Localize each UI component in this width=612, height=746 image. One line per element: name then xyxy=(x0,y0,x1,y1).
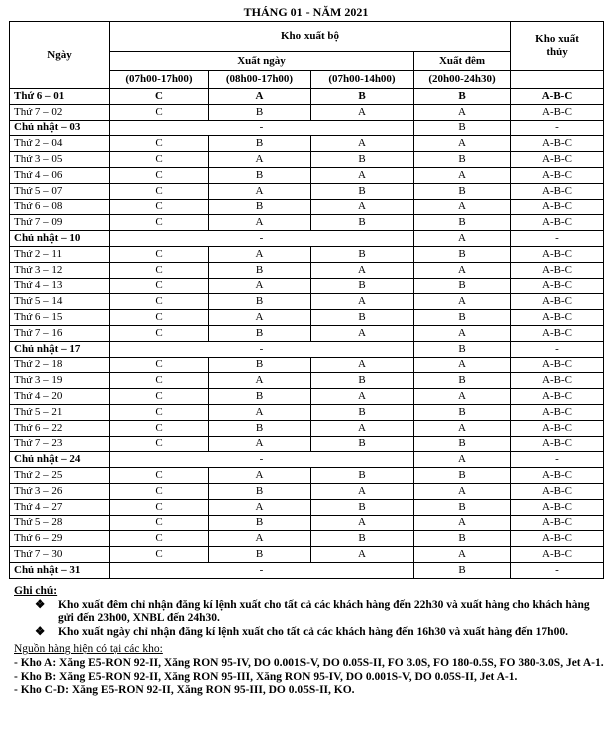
xuat-dem-cell: B xyxy=(414,404,511,420)
time2-cell: B xyxy=(209,515,311,531)
page-title: THÁNG 01 - NĂM 2021 xyxy=(243,5,369,19)
time1-cell: C xyxy=(110,89,209,105)
day-cell: Thứ 4 – 27 xyxy=(10,499,110,515)
time1-cell: C xyxy=(110,389,209,405)
kho-xuat-thuy-cell: A-B-C xyxy=(511,373,604,389)
header-time-1: (07h00-17h00) xyxy=(110,71,209,89)
time3-cell: B xyxy=(311,468,414,484)
day-cell: Thứ 2 – 11 xyxy=(10,246,110,262)
time2-cell: A xyxy=(209,89,311,105)
kho-xuat-thuy-cell: A-B-C xyxy=(511,404,604,420)
table-row xyxy=(10,199,604,215)
kho-xuat-thuy-cell: A-B-C xyxy=(511,278,604,294)
day-cell: Chủ nhật – 03 xyxy=(10,120,110,136)
time3-cell: B xyxy=(311,183,414,199)
xuat-dem-cell: A xyxy=(414,483,511,499)
xuat-dem-cell: A xyxy=(414,262,511,278)
kho-xuat-thuy-cell: - xyxy=(511,120,604,136)
time1-cell: C xyxy=(110,183,209,199)
day-cell: Thứ 3 – 12 xyxy=(10,262,110,278)
time1-cell: C xyxy=(110,357,209,373)
day-cell: Thứ 5 – 14 xyxy=(10,294,110,310)
notes-label: Ghi chú: xyxy=(14,585,58,597)
day-cell: Thứ 5 – 07 xyxy=(10,183,110,199)
day-cell: Thứ 6 – 08 xyxy=(10,199,110,215)
time2-cell: A xyxy=(209,531,311,547)
day-cell: Thứ 3 – 05 xyxy=(10,152,110,168)
kho-xuat-thuy-cell: - xyxy=(511,562,604,578)
source-line-kho-a: - Kho A: Xăng E5-RON 92-II, Xăng RON 95-IV, DO 0.001S-V, DO 0.05S-II, FO 3.0S, FO 180-0.5S, FO 380-3.0S, Jet A-1. xyxy=(14,656,604,669)
time3-cell: B xyxy=(311,499,414,515)
header-xuat-ngay: Xuất ngày xyxy=(110,52,414,71)
xuat-ngay-cell: - xyxy=(110,120,414,136)
table-row xyxy=(10,120,604,136)
time2-cell: A xyxy=(209,499,311,515)
time3-cell: A xyxy=(311,357,414,373)
header-thuy-blank xyxy=(511,71,604,89)
time2-cell: B xyxy=(209,547,311,563)
day-cell: Chủ nhật – 24 xyxy=(10,452,110,468)
table-row xyxy=(10,452,604,468)
time2-cell: B xyxy=(209,325,311,341)
day-cell: Thứ 4 – 06 xyxy=(10,167,110,183)
time3-cell: A xyxy=(311,262,414,278)
table-row xyxy=(10,562,604,578)
xuat-dem-cell: B xyxy=(414,278,511,294)
xuat-dem-cell: A xyxy=(414,167,511,183)
time2-cell: B xyxy=(209,483,311,499)
time3-cell: A xyxy=(311,136,414,152)
time2-cell: B xyxy=(209,104,311,120)
diamond-arrow-bullet-icon: ❖ xyxy=(35,598,46,611)
header-xuat-dem: Xuất đêm xyxy=(414,52,511,71)
time3-cell: A xyxy=(311,294,414,310)
time2-cell: B xyxy=(209,294,311,310)
time1-cell: C xyxy=(110,515,209,531)
xuat-dem-cell: B xyxy=(414,436,511,452)
time2-cell: B xyxy=(209,167,311,183)
time1-cell: C xyxy=(110,262,209,278)
time3-cell: A xyxy=(311,167,414,183)
day-cell: Thứ 2 – 18 xyxy=(10,357,110,373)
time3-cell: B xyxy=(311,373,414,389)
time2-cell: A xyxy=(209,215,311,231)
day-cell: Thứ 6 – 01 xyxy=(10,89,110,105)
time3-cell: A xyxy=(311,420,414,436)
day-cell: Thứ 5 – 21 xyxy=(10,404,110,420)
time3-cell: A xyxy=(311,515,414,531)
time1-cell: C xyxy=(110,373,209,389)
table-row xyxy=(10,373,604,389)
xuat-dem-cell: B xyxy=(414,183,511,199)
time1-cell: C xyxy=(110,199,209,215)
xuat-dem-cell: B xyxy=(414,531,511,547)
time3-cell: A xyxy=(311,483,414,499)
table-row xyxy=(10,499,604,515)
table-row xyxy=(10,215,604,231)
time1-cell: C xyxy=(110,404,209,420)
header-kho-xuat-thuy-label: Kho xuất thủy xyxy=(535,33,579,58)
xuat-dem-cell: A xyxy=(414,325,511,341)
xuat-dem-cell: A xyxy=(414,452,511,468)
time2-cell: A xyxy=(209,310,311,326)
kho-xuat-thuy-cell: - xyxy=(511,341,604,357)
time1-cell: C xyxy=(110,294,209,310)
xuat-dem-cell: A xyxy=(414,136,511,152)
kho-xuat-thuy-cell: A-B-C xyxy=(511,499,604,515)
kho-xuat-thuy-cell: A-B-C xyxy=(511,468,604,484)
time3-cell: B xyxy=(311,246,414,262)
xuat-dem-cell: B xyxy=(414,120,511,136)
xuat-dem-cell: A xyxy=(414,231,511,247)
table-row xyxy=(10,231,604,247)
xuat-dem-cell: B xyxy=(414,215,511,231)
table-row xyxy=(10,531,604,547)
xuat-dem-cell: B xyxy=(414,373,511,389)
table-row xyxy=(10,183,604,199)
table-row xyxy=(10,136,604,152)
xuat-dem-cell: A xyxy=(414,389,511,405)
kho-xuat-thuy-cell: A-B-C xyxy=(511,436,604,452)
time3-cell: A xyxy=(311,389,414,405)
day-cell: Thứ 5 – 28 xyxy=(10,515,110,531)
time1-cell: C xyxy=(110,483,209,499)
kho-xuat-thuy-cell: A-B-C xyxy=(511,531,604,547)
xuat-dem-cell: B xyxy=(414,341,511,357)
table-row xyxy=(10,152,604,168)
notes-section xyxy=(14,585,604,698)
note-item xyxy=(35,599,604,626)
table-row xyxy=(10,389,604,405)
day-cell: Thứ 3 – 26 xyxy=(10,483,110,499)
kho-xuat-thuy-cell: A-B-C xyxy=(511,483,604,499)
table-row xyxy=(10,468,604,484)
time3-cell: B xyxy=(311,531,414,547)
xuat-dem-cell: B xyxy=(414,89,511,105)
time3-cell: A xyxy=(311,104,414,120)
xuat-ngay-cell: - xyxy=(110,562,414,578)
day-cell: Thứ 4 – 13 xyxy=(10,278,110,294)
kho-xuat-thuy-cell: A-B-C xyxy=(511,215,604,231)
xuat-ngay-cell: - xyxy=(110,452,414,468)
day-cell: Chủ nhật – 17 xyxy=(10,341,110,357)
time1-cell: C xyxy=(110,215,209,231)
table-row xyxy=(10,483,604,499)
time3-cell: A xyxy=(311,547,414,563)
xuat-dem-cell: B xyxy=(414,499,511,515)
time2-cell: A xyxy=(209,152,311,168)
table-row xyxy=(10,341,604,357)
kho-xuat-thuy-cell: A-B-C xyxy=(511,547,604,563)
xuat-dem-cell: A xyxy=(414,547,511,563)
time2-cell: A xyxy=(209,404,311,420)
table-row xyxy=(10,278,604,294)
day-cell: Thứ 7 – 23 xyxy=(10,436,110,452)
sources-label: Nguồn hàng hiện có tại các kho: xyxy=(14,643,163,656)
kho-xuat-thuy-cell: A-B-C xyxy=(511,199,604,215)
xuat-ngay-cell: - xyxy=(110,231,414,247)
time1-cell: C xyxy=(110,531,209,547)
time3-cell: A xyxy=(311,325,414,341)
kho-xuat-thuy-cell: A-B-C xyxy=(511,325,604,341)
time3-cell: B xyxy=(311,436,414,452)
table-row xyxy=(10,262,604,278)
xuat-dem-cell: B xyxy=(414,310,511,326)
table-row xyxy=(10,515,604,531)
day-cell: Thứ 2 – 25 xyxy=(10,468,110,484)
time1-cell: C xyxy=(110,547,209,563)
note-item xyxy=(35,626,604,640)
day-cell: Thứ 7 – 16 xyxy=(10,325,110,341)
header-kho-xuat-thuy xyxy=(511,22,604,71)
day-cell: Chủ nhật – 10 xyxy=(10,231,110,247)
time1-cell: C xyxy=(110,310,209,326)
day-cell: Thứ 3 – 19 xyxy=(10,373,110,389)
kho-xuat-thuy-cell: A-B-C xyxy=(511,89,604,105)
day-cell: Thứ 7 – 30 xyxy=(10,547,110,563)
time1-cell: C xyxy=(110,499,209,515)
time2-cell: A xyxy=(209,246,311,262)
kho-xuat-thuy-cell: A-B-C xyxy=(511,515,604,531)
time1-cell: C xyxy=(110,420,209,436)
table-row xyxy=(10,310,604,326)
xuat-dem-cell: A xyxy=(414,357,511,373)
kho-xuat-thuy-cell: A-B-C xyxy=(511,357,604,373)
xuat-dem-cell: A xyxy=(414,515,511,531)
header-kho-xuat-bo: Kho xuất bộ xyxy=(110,22,511,52)
xuat-dem-cell: B xyxy=(414,246,511,262)
time2-cell: B xyxy=(209,420,311,436)
time1-cell: C xyxy=(110,325,209,341)
time1-cell: C xyxy=(110,436,209,452)
time2-cell: B xyxy=(209,357,311,373)
time1-cell: C xyxy=(110,167,209,183)
table-row xyxy=(10,104,604,120)
diamond-arrow-bullet-icon: ❖ xyxy=(35,625,46,638)
time2-cell: A xyxy=(209,436,311,452)
time3-cell: B xyxy=(311,404,414,420)
time2-cell: A xyxy=(209,468,311,484)
time3-cell: A xyxy=(311,199,414,215)
kho-xuat-thuy-cell: A-B-C xyxy=(511,104,604,120)
table-row xyxy=(10,404,604,420)
header-time-3: (07h00-14h00) xyxy=(311,71,414,89)
header-time-4: (20h00-24h30) xyxy=(414,71,511,89)
kho-xuat-thuy-cell: - xyxy=(511,231,604,247)
time1-cell: C xyxy=(110,152,209,168)
header-ngay: Ngày xyxy=(10,22,110,89)
kho-xuat-thuy-cell: A-B-C xyxy=(511,183,604,199)
day-cell: Thứ 6 – 15 xyxy=(10,310,110,326)
note-text: Kho xuất ngày chỉ nhận đăng kí lệnh xuất cho tất cả các khách hàng đến 16h30 và xuất hàng đến 17h00. xyxy=(58,625,568,638)
table-row xyxy=(10,167,604,183)
time1-cell: C xyxy=(110,136,209,152)
day-cell: Chủ nhật – 31 xyxy=(10,562,110,578)
day-cell: Thứ 4 – 20 xyxy=(10,389,110,405)
table-row xyxy=(10,246,604,262)
time3-cell: B xyxy=(311,278,414,294)
day-cell: Thứ 6 – 29 xyxy=(10,531,110,547)
table-row xyxy=(10,294,604,310)
kho-xuat-thuy-cell: A-B-C xyxy=(511,389,604,405)
source-line-kho-b: - Kho B: Xăng E5-RON 92-II, Xăng RON 95-III, Xăng RON 95-IV, DO 0.001S-V, DO 0.05S-II, Jet A-1. xyxy=(14,670,518,683)
kho-xuat-thuy-cell: A-B-C xyxy=(511,262,604,278)
kho-xuat-thuy-cell: A-B-C xyxy=(511,152,604,168)
time1-cell: C xyxy=(110,104,209,120)
time3-cell: B xyxy=(311,152,414,168)
time3-cell: B xyxy=(311,89,414,105)
table-row xyxy=(10,357,604,373)
kho-xuat-thuy-cell: A-B-C xyxy=(511,246,604,262)
day-cell: Thứ 6 – 22 xyxy=(10,420,110,436)
kho-xuat-thuy-cell: A-B-C xyxy=(511,136,604,152)
schedule-table xyxy=(9,21,604,579)
kho-xuat-thuy-cell: A-B-C xyxy=(511,420,604,436)
day-cell: Thứ 2 – 04 xyxy=(10,136,110,152)
kho-xuat-thuy-cell: A-B-C xyxy=(511,167,604,183)
day-cell: Thứ 7 – 09 xyxy=(10,215,110,231)
note-text: Kho xuất đêm chỉ nhận đăng kí lệnh xuất cho tất cả các khách hàng đến 22h30 và xuất hàng cho khách hàng gửi đến 23h00, XNBL đến 24h30. xyxy=(58,598,590,625)
time2-cell: B xyxy=(209,199,311,215)
time2-cell: A xyxy=(209,278,311,294)
xuat-dem-cell: A xyxy=(414,199,511,215)
table-row xyxy=(10,325,604,341)
xuat-dem-cell: A xyxy=(414,420,511,436)
xuat-ngay-cell: - xyxy=(110,341,414,357)
table-row xyxy=(10,436,604,452)
table-row xyxy=(10,420,604,436)
xuat-dem-cell: B xyxy=(414,562,511,578)
kho-xuat-thuy-cell: A-B-C xyxy=(511,310,604,326)
xuat-dem-cell: B xyxy=(414,152,511,168)
time2-cell: A xyxy=(209,183,311,199)
time2-cell: A xyxy=(209,373,311,389)
time1-cell: C xyxy=(110,278,209,294)
time1-cell: C xyxy=(110,468,209,484)
table-row xyxy=(10,89,604,105)
xuat-dem-cell: A xyxy=(414,104,511,120)
time3-cell: B xyxy=(311,310,414,326)
xuat-dem-cell: A xyxy=(414,294,511,310)
header-time-2: (08h00-17h00) xyxy=(209,71,311,89)
day-cell: Thứ 7 – 02 xyxy=(10,104,110,120)
time1-cell: C xyxy=(110,246,209,262)
time2-cell: B xyxy=(209,262,311,278)
xuat-dem-cell: B xyxy=(414,468,511,484)
time2-cell: B xyxy=(209,389,311,405)
kho-xuat-thuy-cell: A-B-C xyxy=(511,294,604,310)
time3-cell: B xyxy=(311,215,414,231)
source-line-kho-cd: - Kho C-D: Xăng E5-RON 92-II, Xăng RON 95-III, DO 0.05S-II, KO. xyxy=(14,684,355,697)
kho-xuat-thuy-cell: - xyxy=(511,452,604,468)
time2-cell: B xyxy=(209,136,311,152)
table-row xyxy=(10,547,604,563)
schedule-body xyxy=(10,89,604,579)
